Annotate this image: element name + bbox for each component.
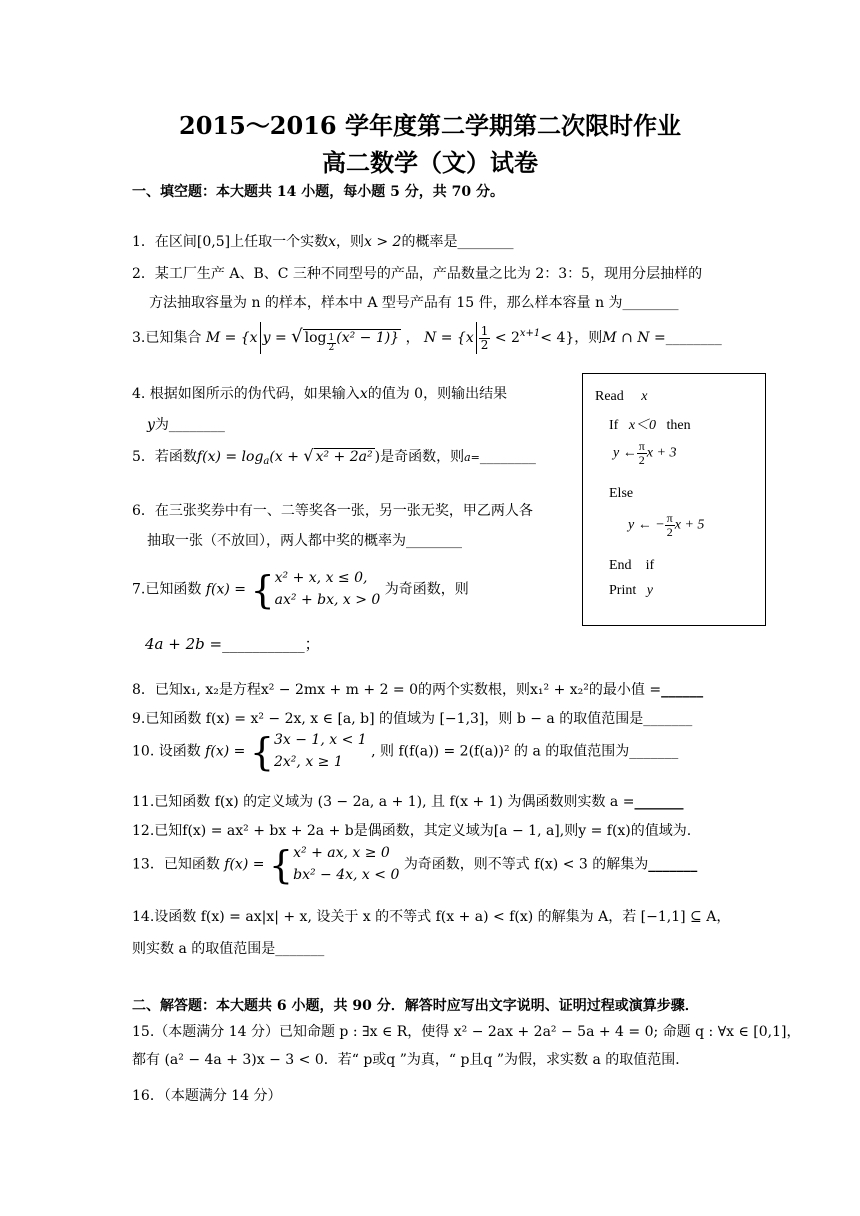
question-3: 3.已知集合 M = {x y = √ log $\frac{1}{2}$ (x² − 1)} ， N = {x $\frac{1}{2}$ < $2^{x+1}< 4$}，则M ∩ N =________ — [132, 323, 722, 353]
question-15-line2: 都有 (a² − 4a + 3)x − 3 < 0．若“ p或q ”为真，“ p且q ”为假，求实数 a 的取值范围． — [132, 1052, 690, 1068]
question-7: 7.已知函数 f(x) = { x² + x, x ≤ 0, ax² + bx, x > 0 为奇函数，则 — [132, 567, 469, 612]
section-fill-in-heading: 一、填空题：本大题共 14 小题，每小题 5 分，共 70 分。 — [132, 184, 504, 200]
pseudocode-box — [582, 373, 766, 626]
question-6-line2: 抽取一张（不放回），两人都中奖的概率为________ — [147, 533, 462, 549]
question-11: 11.已知函数 f(x) 的定义域为 (3 − 2a, a + 1), 且 f(x + 1) 为偶函数则实数 a =_______ — [132, 794, 684, 810]
question-4-line1: 4. 根据如图所示的伪代码，如果输入x的值为 0，则输出结果 — [132, 386, 508, 402]
question-14-line2: 则实数 a 的取值范围是_______ — [132, 941, 325, 957]
question-14-line1: 14.设函数 f(x) = ax|x| + x, 设关于 x 的不等式 f(x + a) < f(x) 的解集为 A，若 [−1,1] ⊆ A， — [132, 909, 731, 925]
question-8: 8．已知x₁, x₂是方程x² − 2mx + m + 2 = 0的两个实数根，则x₁² + x₂²的最小值 =______ — [132, 682, 704, 698]
question-7-answer: 4a + 2b =___________； — [145, 635, 320, 653]
code-line-if: If x＜0 then — [609, 418, 691, 433]
code-line-print: Print y — [609, 583, 653, 598]
code-line-else: Else — [609, 486, 634, 501]
question-2-line2: 方法抽取容量为 n 的样本，样本中 A 型号产品有 15 件，那么样本容量 n 为________ — [149, 295, 679, 311]
question-2-line1: 2．某工厂生产 A、B、C 三种不同型号的产品，产品数量之比为 2：3：5，现用分层抽样的 — [132, 266, 703, 282]
code-line-end-if: End if — [609, 558, 655, 573]
exam-title-line1: 2015～2016 学年度第二学期第二次限时作业 — [179, 111, 681, 140]
question-6-line1: 6．在三张奖券中有一、二等奖各一张，另一张无奖，甲乙两人各 — [132, 503, 533, 519]
question-15-line1: 15.（本题满分 14 分）已知命题 p : ∃x ∈ R，使得 x² − 2ax + 2a² − 5a + 4 = 0; 命题 q : ∀x ∈ [0,1]， — [132, 1024, 801, 1040]
code-line-read: Read x — [595, 389, 648, 404]
question-13: 13．已知函数 f(x) = { x² + ax, x ≥ 0 bx² − 4x, x < 0 为奇函数，则不等式 f(x) < 3 的解集为_______ — [132, 842, 698, 887]
section-solve-heading: 二、解答题：本大题共 6 小题，共 90 分．解答时应写出文字说明、证明过程或演算步骤． — [132, 998, 699, 1014]
exam-title-line2: 高二数学（文）试卷 — [322, 148, 538, 177]
question-4-line2: y为________ — [147, 417, 225, 433]
code-line-assign-else: y ← − $\frac{\pi}{2}$ x + 5 — [628, 511, 705, 539]
question-12: 12.已知f(x) = ax² + bx + 2a + b是偶函数，其定义域为[a − 1, a],则y = f(x)的值域为. — [132, 823, 692, 839]
code-line-assign-then: y ← $\frac{\pi}{2}$ x + 3 — [613, 439, 677, 467]
question-5: 5．若函数$f(x) = \log_a(x$ + √ x² + 2a² )是奇函数，则a=________ — [132, 446, 536, 467]
question-10: 10. 设函数 f(x) = { 3x − 1, x < 1 2x², x ≥ 1 , 则 f(f(a)) = 2(f(a))² 的 a 的取值范围为_______ — [132, 729, 679, 774]
question-9: 9.已知函数 f(x) = x² − 2x, x ∈ [a, b] 的值域为 [−1,3]，则 b − a 的取值范围是_______ — [132, 711, 693, 727]
question-16: 16．（本题满分 14 分） — [132, 1088, 282, 1104]
question-1: 1．在区间[0,5]上任取一个实数x，则x > 2的概率是________ — [132, 234, 514, 250]
